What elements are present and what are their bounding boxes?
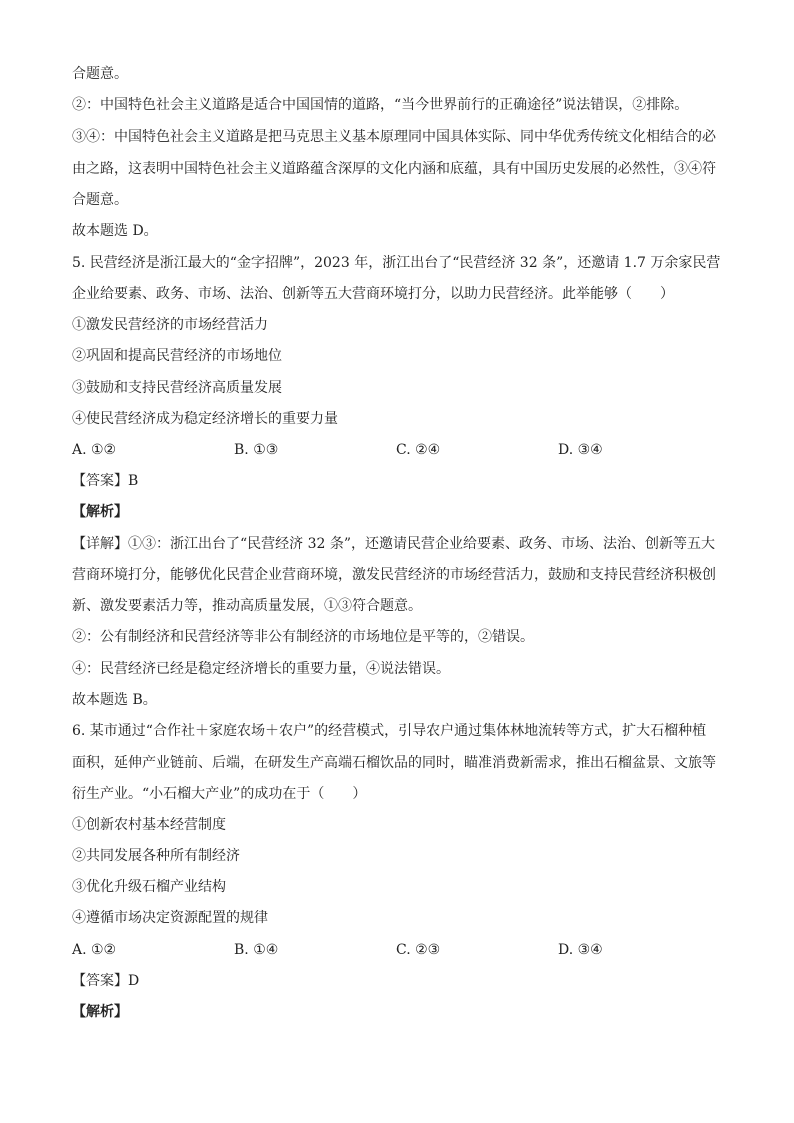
question-6-answer: 【答案】D <box>72 973 140 989</box>
question-5-item: ②巩固和提高民营经济的市场地位 <box>72 348 282 364</box>
question-5-options <box>72 440 712 460</box>
option-a: A. ①② <box>72 442 117 458</box>
text-line: ②：中国特色社会主义道路是适合中国国情的道路，“当今世界前行的正确途径”说法错误，②排除。 <box>72 97 689 113</box>
question-6-item: ④遵循市场决定资源配置的规律 <box>72 910 268 926</box>
option-d: D. ③④ <box>558 442 603 458</box>
question-5-answer: 【答案】B <box>72 473 139 489</box>
question-5-detail: 故本题选 B。 <box>72 692 157 708</box>
text-line: 合题意。 <box>72 66 128 82</box>
question-6-item: ③优化升级石榴产业结构 <box>72 879 226 895</box>
option-d: D. ③④ <box>558 942 603 958</box>
option-a: A. ①② <box>72 942 117 958</box>
text-line: 合题意。 <box>72 192 128 208</box>
question-6-options <box>72 940 712 960</box>
text-line: 故本题选 D。 <box>72 223 158 239</box>
question-5-detail: ④：民营经济已经是稳定经济增长的重要力量，④说法错误。 <box>72 661 450 677</box>
question-6-item: ①创新农村基本经营制度 <box>72 817 226 833</box>
question-5-item: ④使民营经济成为稳定经济增长的重要力量 <box>72 411 338 427</box>
option-b: B. ①④ <box>234 942 279 958</box>
question-5-detail: 新、激发要素活力等，推动高质量发展，①③符合题意。 <box>72 598 422 614</box>
question-5-item: ③鼓励和支持民营经济高质量发展 <box>72 380 282 396</box>
question-6-stem: 衍生产业。“小石榴大产业”的成功在于（ ） <box>72 786 367 802</box>
option-c: C. ②④ <box>396 442 441 458</box>
question-5-detail: 【详解】①③：浙江出台了“民营经济 32 条”，还邀请民营企业给要素、政务、市场、法治、创新等五大 <box>72 536 716 552</box>
question-6-stem: 6. 某市通过“合作社＋家庭农场＋农户”的经营模式，引导农户通过集体林地流转等方式，扩大石榴种植 <box>72 723 707 739</box>
option-c: C. ②③ <box>396 942 441 958</box>
question-5-detail: ②：公有制经济和民营经济等非公有制经济的市场地位是平等的，②错误。 <box>72 629 534 645</box>
text-line: 由之路，这表明中国特色社会主义道路蕴含深厚的文化内涵和底蕴，具有中国历史发展的必然性，③④符 <box>72 161 716 177</box>
question-5-stem: 5. 民营经济是浙江最大的“金字招牌”，2023 年，浙江出台了“民营经济 32 条”，还邀请 1.7 万余家民营 <box>72 255 721 271</box>
question-5-detail: 营商环境打分，能够优化民营企业营商环境，激发民营经济的市场经营活力，鼓励和支持民营经济积极创 <box>72 567 716 583</box>
question-5-stem: 企业给要素、政务、市场、法治、创新等五大营商环境打分，以助力民营经济。此举能够（ ） <box>72 286 674 302</box>
question-6-analysis-label: 【解析】 <box>72 1004 128 1020</box>
question-6-stem: 面积，延伸产业链前、后端，在研发生产高端石榴饮品的同时，瞄准消费新需求，推出石榴盆景、文旅等 <box>72 755 716 771</box>
question-5-analysis-label: 【解析】 <box>72 504 128 520</box>
question-5-item: ①激发民营经济的市场经营活力 <box>72 317 268 333</box>
option-b: B. ①③ <box>234 442 279 458</box>
text-line: ③④：中国特色社会主义道路是把马克思主义基本原理同中国具体实际、同中华优秀传统文化相结合的必 <box>72 129 716 145</box>
question-6-item: ②共同发展各种所有制经济 <box>72 848 240 864</box>
